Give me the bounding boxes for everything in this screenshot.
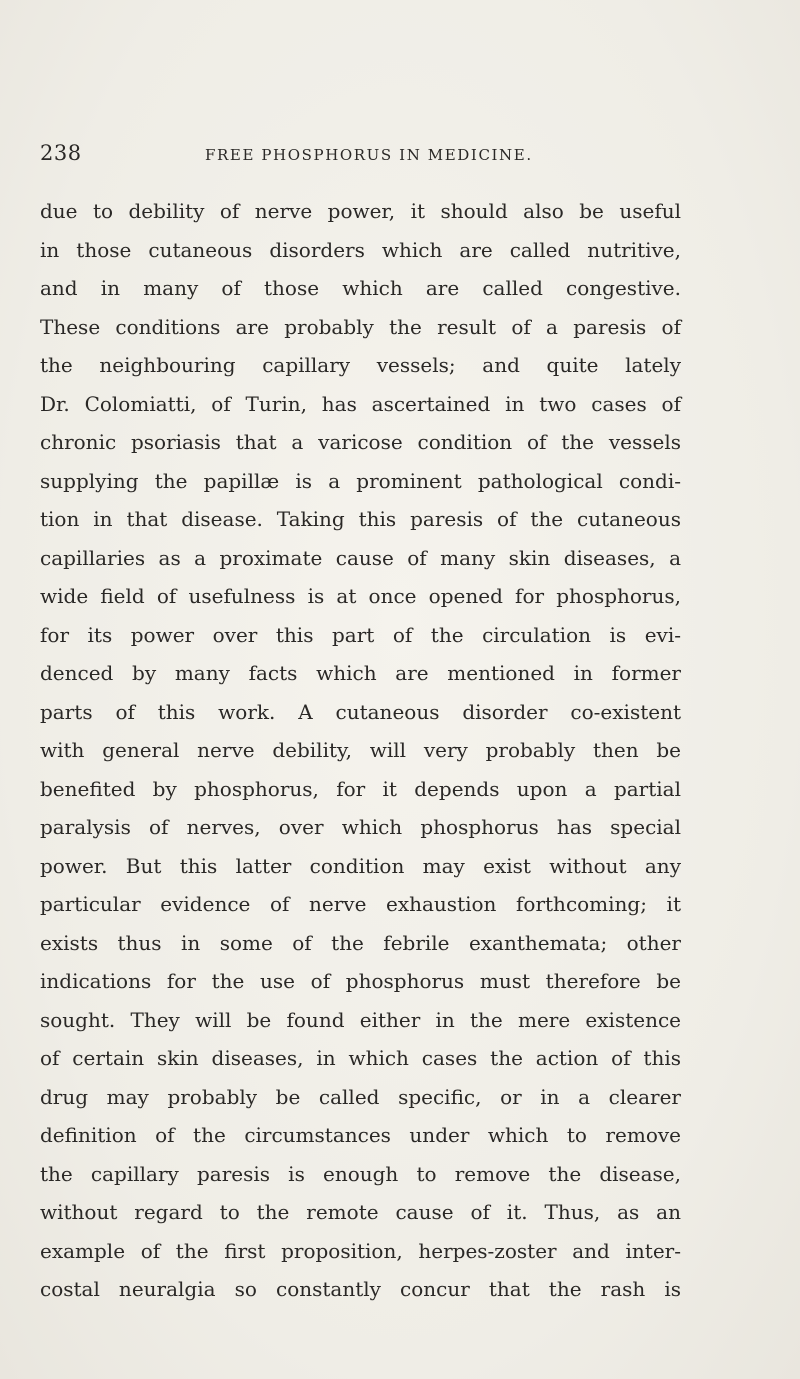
page-header (0, 138, 800, 168)
text-line: costal neuralgia so constantly concur that the rash is (40, 1277, 681, 1301)
text-line: capillaries as a proximate cause of many skin diseases, a (40, 545, 681, 570)
text-line: with general nerve debility, will very probably then be (40, 738, 681, 762)
page-number: 238 (40, 141, 82, 165)
text-line: without regard to the remote cause of it. Thus, as an (40, 1200, 681, 1224)
text-line: in those cutaneous disorders which are called nutritive, (40, 237, 681, 262)
text-line: example of the first proposition, herpes-zoster and inter- (40, 1238, 681, 1263)
text-line: exists thus in some of the febrile exanthemata; other (40, 930, 681, 955)
text-line: the neighbouring capillary vessels; and quite lately (40, 353, 681, 377)
text-line: benefited by phosphorus, for it depends upon a partial (40, 776, 681, 801)
text-line: the capillary paresis is enough to remove the disease, (40, 1161, 681, 1186)
text-line: parts of this work. A cutaneous disorder co-existent (40, 699, 681, 724)
text-line: These conditions are probably the result of a paresis of (40, 314, 681, 339)
text-line: tion in that disease. Taking this paresis of the cutaneous (40, 507, 681, 531)
text-line: wide field of usefulness is at once opened for phosphorus, (40, 584, 681, 608)
text-line: supplying the papillæ is a prominent pathological condi- (40, 468, 681, 493)
text-line: definition of the circumstances under which to remove (40, 1123, 681, 1147)
body-paragraph (40, 192, 681, 1309)
text-line: sought. They will be found either in the mere existence (40, 1007, 681, 1032)
text-line: and in many of those which are called congestive. (40, 276, 681, 300)
text-line: particular evidence of nerve exhaustion forthcoming; it (40, 892, 681, 916)
text-line: denced by many facts which are mentioned in former (40, 661, 681, 685)
text-line: Dr. Colomiatti, of Turin, has ascertained in two cases of (40, 391, 681, 416)
text-line: drug may probably be called specific, or in a clearer (40, 1084, 681, 1109)
text-line: of certain skin diseases, in which cases the action of this (40, 1046, 681, 1070)
text-line: paralysis of nerves, over which phosphorus has special (40, 815, 681, 839)
text-line: due to debility of nerve power, it should also be useful (40, 199, 681, 223)
text-line: for its power over this part of the circulation is evi- (40, 622, 681, 647)
text-line: power. But this latter condition may exist without any (40, 853, 681, 878)
text-line: chronic psoriasis that a varicose condition of the vessels (40, 430, 681, 454)
running-title: FREE PHOSPHORUS IN MEDICINE. (205, 146, 533, 164)
text-line: indications for the use of phosphorus must therefore be (40, 969, 681, 993)
